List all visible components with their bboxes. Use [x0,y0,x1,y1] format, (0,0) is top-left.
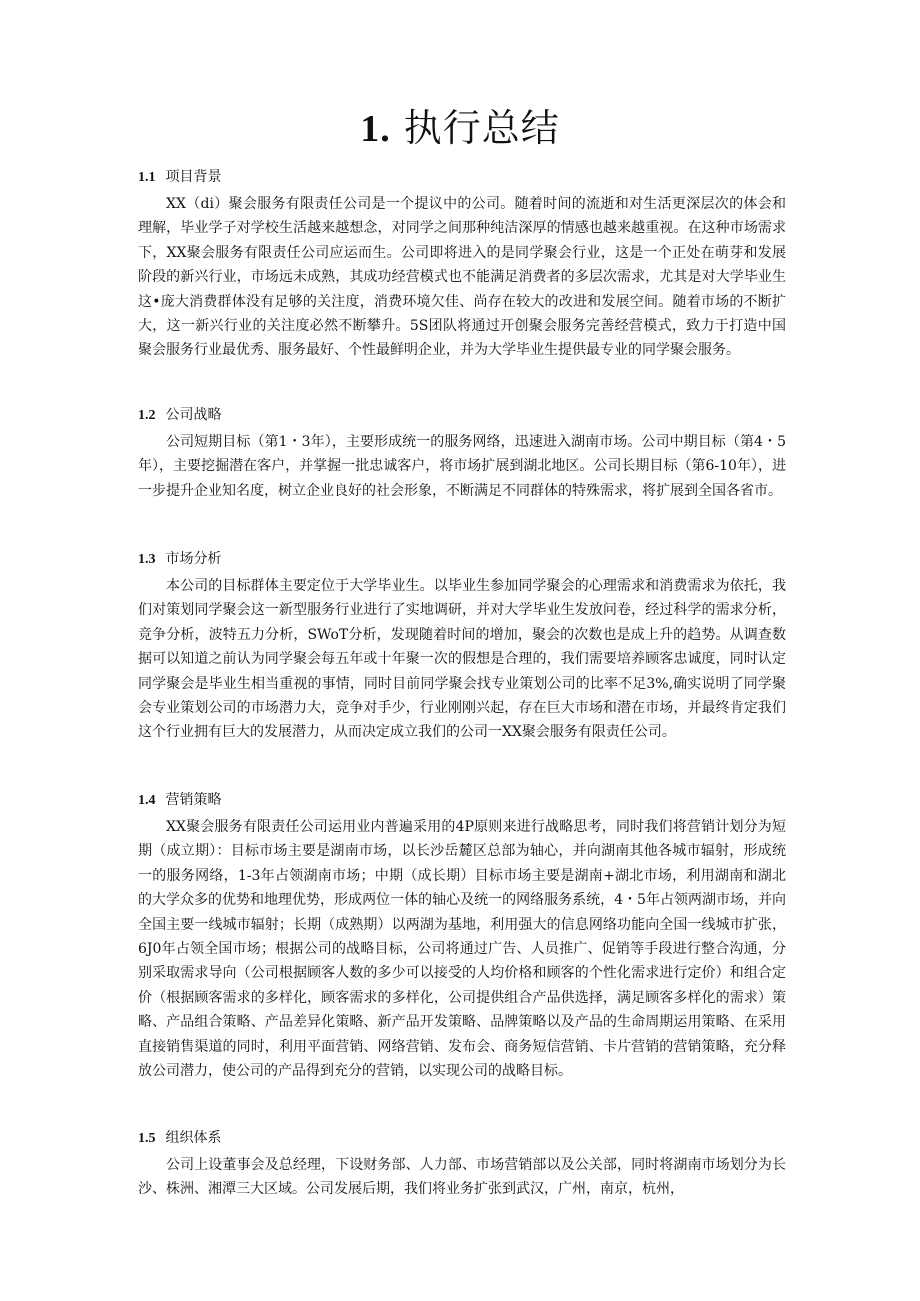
section-number: 1.5 [138,1131,156,1146]
section-company-strategy [138,405,786,503]
section-title: 市场分析 [165,551,222,567]
section-project-background [138,167,786,363]
section-title: 项目背景 [165,169,222,185]
section-heading [138,167,786,188]
section-heading [138,549,786,570]
section-heading [138,1128,786,1149]
section-number: 1.1 [138,170,156,185]
section-body: 公司短期目标（第1・3年），主要形成统一的服务网络，迅速进入湖南市场。公司中期目标（第4・5年），主要挖掘潜在客户，并掌握一批忠诚客户，将市场扩展到湖北地区。公司长期目标（第6-10年），进一步提升企业知名度，树立企业良好的社会形象，不断满足不同群体的特殊需求，将扩展到全国各省市。 [138,434,786,499]
section-body: XX（di）聚会服务有限责任公司是一个提议中的公司。随着时间的流逝和对生活更深层次的体会和理解，毕业学子对学校生活越来越想念，对同学之间那种纯洁深厚的情感也越来越重视。在这种市场需求下，XX聚会服务有限责任公司应运而生。公司即将进入的是同学聚会行业，这是一个正处在萌芽和发展阶段的新兴行业，市场远未成熟，其成功经营模式也不能满足消费者的多层次需求，尤其是对大学毕业生这•庞大消费群体没有足够的关注度，消费环境欠佳、尚存在较大的改进和发展空间。随着市场的不断扩大，这一新兴行业的关注度必然不断攀升。5S团队将通过开创聚会服务完善经营模式，致力于打造中国聚会服务行业最优秀、服务最好、个性最鲜明企业，并为大学毕业生提供最专业的同学聚会服务。 [138,196,786,359]
section-heading [138,790,786,811]
title-text: 执行总结 [403,106,560,150]
section-body: XX聚会服务有限责任公司运用业内普遍采用的4P原则来进行战略思考，同时我们将营销计划分为短期（成立期）：目标市场主要是湖南市场，以长沙岳麓区总部为轴心，并向湖南其他各城市辐射，形成统一的服务网络，1-3年占领湖南市场；中期（成长期）目标市场主要是湖南+湖北市场，利用湖南和湖北的大学众多的优势和地理优势，形成两位一体的轴心及统一的网络服务系统，4・5年占领两湖市场，并向全国主要一线城市辐射；长期（成熟期）以两湖为基地，利用强大的信息网络功能向全国一线城市扩张，6J0年占领全国市场；根据公司的战略目标，公司将通过广告、人员推广、促销等手段进行整合沟通，分别采取需求导向（公司根据顾客人数的多少可以接受的人均价格和顾客的个性化需求进行定价）和组合定价（根据顾客需求的多样化，顾客需求的多样化，公司提供组合产品供选择，满足顾客多样化的需求）策略、产品组合策略、产品差异化策略、新产品开发策略、品牌策略以及产品的生命周期运用策略、在采用直接销售渠道的同时，利用平面营销、网络营销、发布会、商务短信营销、卡片营销的营销策略，充分释放公司潜力，使公司的产品得到充分的营销，以实现公司的战略目标。 [138,819,786,1080]
section-heading [138,405,786,426]
section-title: 营销策略 [165,792,222,808]
section-number: 1.2 [138,408,156,423]
section-market-analysis [138,549,786,745]
section-title: 公司战略 [165,407,222,423]
section-number: 1.3 [138,552,156,567]
section-body: 本公司的目标群体主要定位于大学毕业生。以毕业生参加同学聚会的心理需求和消费需求为依托，我们对策划同学聚会这一新型服务行业进行了实地调研，并对大学毕业生发放问卷，经过科学的需求分析，竞争分析，波特五力分析，SWoT分析，发现随着时间的增加，聚会的次数也是成上升的趋势。从调查数据可以知道之前认为同学聚会每五年或十年聚一次的假想是合理的，我们需要培养顾客忠诚度，同时认定同学聚会是毕业生相当重视的事情，同时目前同学聚会找专业策划公司的比率不足3%,确实说明了同学聚会专业策划公司的市场潜力大，竞争对手少，行业刚刚兴起，存在巨大市场和潜在市场，并最终肯定我们这个行业拥有巨大的发展潜力，从而决定成立我们的公司一XX聚会服务有限责任公司。 [138,578,786,741]
section-body: 公司上设董事会及总经理，下设财务部、人力部、市场营销部以及公关部，同时将湖南市场划分为长沙、株洲、湘潭三大区域。公司发展后期，我们将业务扩张到武汉，广州，南京，杭州， [138,1157,786,1198]
document-title [0,104,920,153]
title-number: 1. [360,108,391,150]
section-marketing-strategy [138,790,786,1083]
section-number: 1.4 [138,793,156,808]
section-title: 组织体系 [165,1130,222,1146]
section-organization [138,1128,786,1202]
